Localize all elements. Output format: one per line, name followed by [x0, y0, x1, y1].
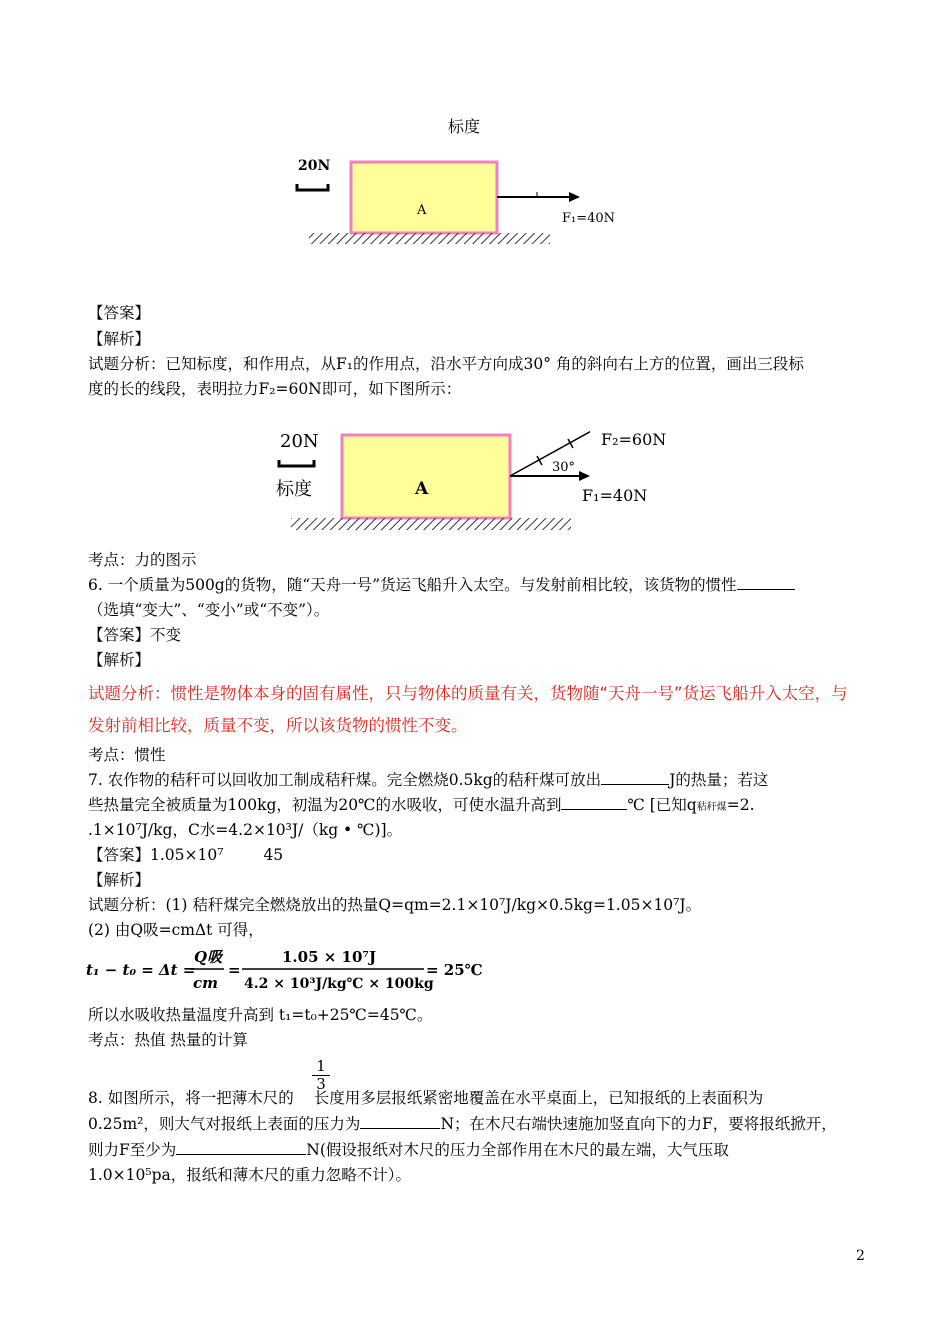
fraction: 1 3 — [312, 1058, 330, 1093]
figure-1-scale-label: 20N — [298, 158, 331, 174]
figure-1-ground — [309, 233, 550, 244]
answer-line: 【答案】1.05×10⁷ 45 — [88, 846, 284, 864]
figure-1-svg — [290, 112, 660, 252]
figure-2-angle-label: 30° — [552, 460, 576, 475]
figure-1-scale-bar — [297, 184, 328, 190]
formula-num1: Q吸 — [194, 948, 223, 966]
figure-1-arrowhead — [569, 192, 580, 202]
formula-svg — [86, 944, 486, 994]
figure-2-f2-line — [510, 424, 590, 476]
figure-2-block — [342, 435, 510, 518]
figure-2-block-label: A — [415, 479, 429, 499]
figure-2 — [270, 420, 590, 542]
svg-text:=: = — [228, 961, 241, 979]
formula-lhs: t₁ − t₀ = Δt = — [86, 961, 196, 979]
analysis-tag: 【解析】 — [88, 330, 151, 348]
figure-1-block — [351, 162, 497, 233]
page-number: 2 — [856, 1248, 865, 1264]
question-7-line2: 些热量完全被质量为100kg，初温为20℃的水吸收，可使水温升高到 ℃ [已知q秸秆煤=2. — [88, 796, 755, 814]
figure-1-block-label: A — [417, 203, 427, 218]
formula-den1: cm — [193, 974, 219, 992]
answer-blank[interactable] — [601, 769, 669, 785]
question-8-line4: 1.0×10⁵pa，报纸和薄木尺的重力忽略不计）。 — [88, 1166, 411, 1184]
answer-blank[interactable] — [360, 1113, 440, 1129]
analysis-line: (2) 由Q吸=cmΔt 可得， — [88, 921, 264, 939]
figure-1-f1-label: F₁=40N — [562, 211, 616, 226]
question-8-line2: 0.25m²，则大气对报纸上表面的压力为 N；在木尺右端快速施加竖直向下的力F，要将报纸掀开， — [88, 1115, 837, 1133]
conclusion-line: 所以水吸收热量温度升高到 t₁=t₀+25℃=45℃。 — [88, 1006, 433, 1024]
figure-2-svg — [270, 420, 590, 542]
analysis-line: 试题分析：已知标度，和作用点，从F₁的作用点，沿水平方向成30° 角的斜向右上方的位置，画出三段标 — [88, 355, 804, 373]
figure-1-title: 标度 — [448, 117, 481, 136]
figure-2-ground — [291, 518, 571, 530]
question-6-line2: （选填“变大”、“变小”或“不变”）。 — [88, 601, 330, 619]
question-6-line1: 6. 一个质量为500g的货物，随“天舟一号”货运飞船升入太空。与发射前相比较，该货物的惯性 — [88, 574, 795, 596]
figure-1 — [290, 112, 660, 252]
figure-2-scale-label: 20N — [280, 431, 319, 452]
question-7-line1: 7. 农作物的秸秆可以回收加工制成秸秆煤。完全燃烧0.5kg的秸秆煤可放出 J的热量；若这 — [88, 771, 769, 789]
answer-tag: 【答案】 — [88, 304, 151, 322]
answer-blank[interactable] — [176, 1139, 306, 1155]
question-8-line3: 则力F至少为 N(假设报纸对木尺的压力全部作用在木尺的最左端，大气压取 — [88, 1141, 729, 1159]
kaodian: 考点：惯性 — [88, 746, 166, 764]
figure-2-scale-bar — [279, 460, 314, 466]
analysis-line: 度的长的线段，表明拉力F₂=60N即可，如下图所示： — [88, 380, 462, 398]
analysis-line: 试题分析：(1) 秸秆煤完全燃烧放出的热量Q=qm=2.1×10⁷J/kg×0.5kg=1.05×10⁷J。 — [88, 896, 702, 914]
figure-2-f1-arrowhead — [579, 471, 590, 481]
figure-2-scale-word: 标度 — [276, 479, 312, 500]
answer-blank[interactable] — [561, 794, 627, 810]
analysis-tag: 【解析】 — [88, 651, 151, 669]
analysis-tag: 【解析】 — [88, 871, 151, 889]
figure-2-f2-label-text: F₂=60N — [601, 430, 667, 449]
formula — [86, 944, 486, 998]
question-8-line1: 8. 如图所示，将一把薄木尺的 长度用多层报纸紧密地覆盖在水平桌面上，已知报纸的上表面积为 — [88, 1089, 764, 1107]
formula-den2: 4.2 × 10³J/kg℃ × 100kg — [244, 976, 434, 992]
answer-line: 【答案】不变 — [88, 626, 182, 644]
question-7-line3: .1×10⁷J/kg，C水=4.2×10³J/（kg • ℃)]。 — [88, 821, 403, 839]
analysis-red-line: 试题分析：惯性是物体本身的固有属性，只与物体的质量有关，货物随“天舟一号”货运飞船升入太空，与 — [88, 684, 848, 703]
answer-blank[interactable] — [737, 574, 795, 590]
kaodian: 考点：力的图示 — [88, 551, 197, 569]
figure-2-f1-label-text: F₁=40N — [582, 486, 648, 505]
kaodian: 考点：热值 热量的计算 — [88, 1031, 248, 1049]
formula-rhs: = 25℃ — [426, 961, 483, 979]
formula-num2: 1.05 × 10⁷J — [282, 948, 377, 966]
analysis-red-line: 发射前相比较，质量不变，所以该货物的惯性不变。 — [88, 716, 468, 735]
